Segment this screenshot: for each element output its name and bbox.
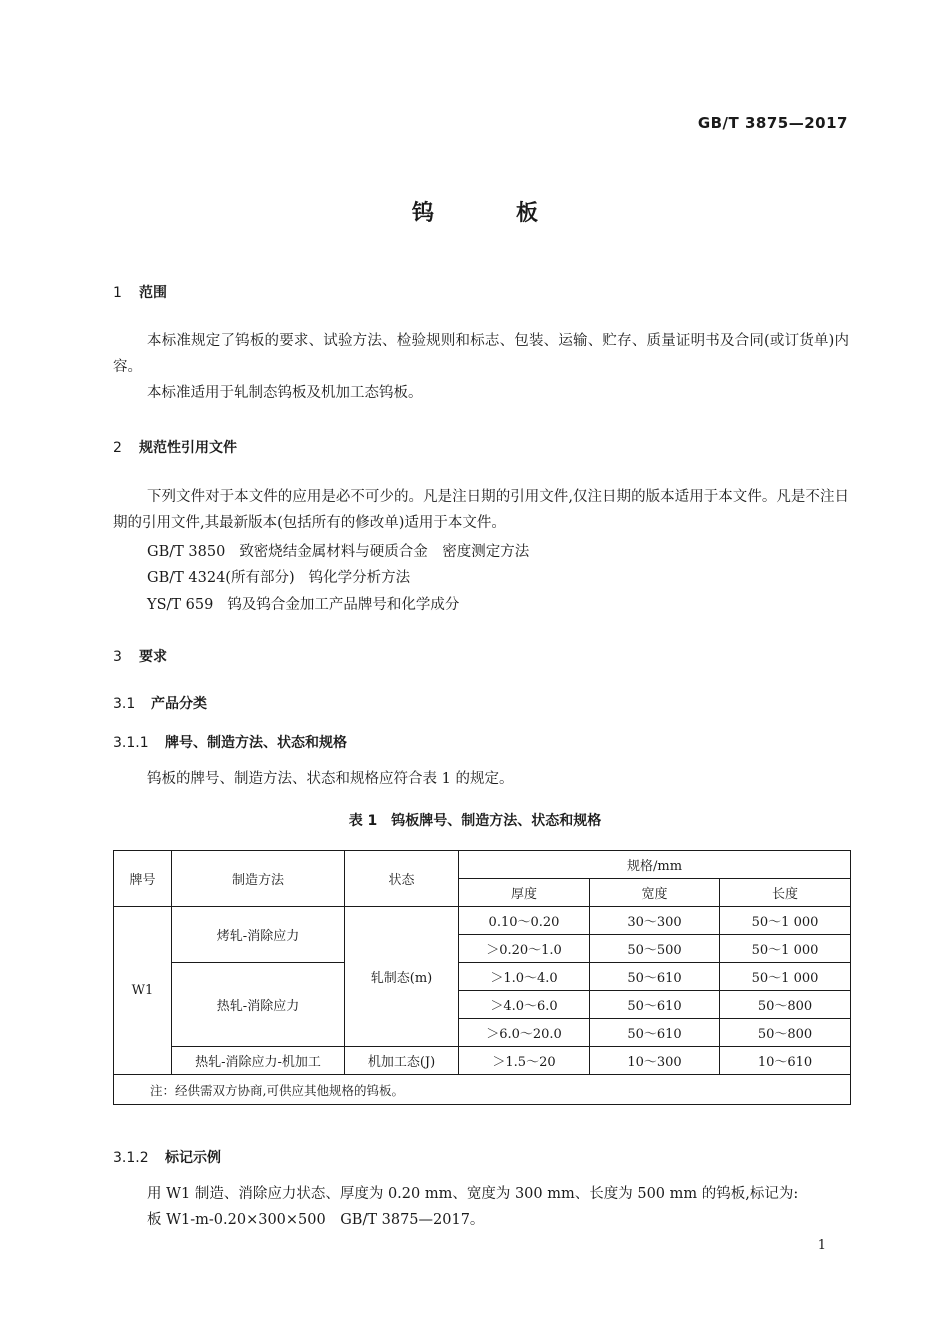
table-header-row [114,851,851,879]
reference-item [147,593,459,614]
width-cell: 50～610 [590,991,720,1019]
width-cell: 50～500 [590,935,720,963]
header-width: 宽度 [590,879,720,907]
document-title: 钨板 [411,201,620,226]
reference-code: GB/T 4324(所有部分) [147,570,295,586]
marking-example-code: 板 W1-m-0.20×300×500 GB/T 3875—2017。 [147,1212,485,1228]
width-cell: 10～300 [590,1047,720,1075]
marking-example-paragraph: 用 W1 制造、消除应力状态、厚度为 0.20 mm、宽度为 300 mm、长度为 500 mm 的钨板,标记为: [147,1186,799,1202]
method-cell: 热轧-消除应力 [172,963,345,1047]
section-1-title: 范围 [139,285,167,301]
table-note: 注：经供需双方协商,可供应其他规格的钨板。 [114,1075,851,1105]
method-cell: 热轧-消除应力-机加工 [172,1047,345,1075]
scope-paragraph-1: 本标准规定了钨板的要求、试验方法、检验规则和标志、包装、运输、贮存、质量证明书及合同(或订货单)内容。 [113,333,849,375]
reference-title: 钨及钨合金加工产品牌号和化学成分 [227,597,460,613]
state-cell: 轧制态(m) [345,907,459,1047]
section-1-heading [113,282,167,302]
length-cell: 50～800 [720,991,851,1019]
table-note-row [114,1075,851,1105]
length-cell: 10～610 [720,1047,851,1075]
section-3-title: 要求 [139,649,167,665]
section-3-1-1-heading [113,732,347,752]
thickness-cell: ＞4.0～6.0 [459,991,590,1019]
section-3-1-title: 产品分类 [151,696,207,712]
section-3-1-1-title: 牌号、制造方法、状态和规格 [165,735,347,751]
section-1-number: 1 [113,285,122,301]
section-3-1-2-heading [113,1147,221,1167]
header-state: 状态 [345,851,459,907]
table-1 [113,850,851,1105]
section-3-1-1-number: 3.1.1 [113,735,149,751]
header-length: 长度 [720,879,851,907]
reference-code: GB/T 3850 [147,544,226,560]
header-grade: 牌号 [114,851,172,907]
grade-cell: W1 [114,907,172,1075]
table-reference-paragraph: 钨板的牌号、制造方法、状态和规格应符合表 1 的规定。 [147,771,514,787]
thickness-cell: ＞0.20～1.0 [459,935,590,963]
table-row [114,963,851,991]
normative-references-intro: 下列文件对于本文件的应用是必不可少的。凡是注日期的引用文件,仅注日期的版本适用于本文件。凡是不注日期的引用文件,其最新版本(包括所有的修改单)适用于本文件。 [113,489,849,531]
section-2-body [113,484,849,536]
section-2-number: 2 [113,440,122,456]
reference-item [147,540,529,561]
section-3-1-2-number: 3.1.2 [113,1150,149,1166]
scope-paragraph-2: 本标准适用于轧制态钨板及机加工态钨板。 [147,385,423,401]
header-spec: 规格/mm [459,851,851,879]
section-3-1-1-body [113,766,849,792]
header-method: 制造方法 [172,851,345,907]
table-row [114,1047,851,1075]
reference-title: 致密烧结金属材料与硬质合金 密度测定方法 [239,544,530,560]
standard-code: GB/T 3875—2017 [697,114,848,132]
header-thickness: 厚度 [459,879,590,907]
reference-item [147,566,410,587]
section-3-number: 3 [113,649,122,665]
page-number: 1 [817,1238,826,1253]
thickness-cell: 0.10～0.20 [459,907,590,935]
reference-title: 钨化学分析方法 [308,570,411,586]
section-2-heading [113,437,237,457]
thickness-cell: ＞1.0～4.0 [459,963,590,991]
section-1-body [113,328,849,406]
length-cell: 50～1 000 [720,907,851,935]
length-cell: 50～1 000 [720,935,851,963]
section-3-1-heading [113,693,207,713]
thickness-cell: ＞1.5～20 [459,1047,590,1075]
state-cell: 机加工态(J) [345,1047,459,1075]
width-cell: 30～300 [590,907,720,935]
table-1-caption: 表 1 钨板牌号、制造方法、状态和规格 [348,813,602,829]
section-3-1-number: 3.1 [113,696,136,712]
width-cell: 50～610 [590,1019,720,1047]
section-3-1-2-title: 标记示例 [165,1150,221,1166]
length-cell: 50～1 000 [720,963,851,991]
reference-code: YS/T 659 [147,597,214,613]
section-3-1-2-body [113,1181,849,1233]
width-cell: 50～610 [590,963,720,991]
table-row [114,907,851,935]
length-cell: 50～800 [720,1019,851,1047]
method-cell: 烤轧-消除应力 [172,907,345,963]
section-2-title: 规范性引用文件 [139,440,237,456]
section-3-heading [113,646,167,666]
thickness-cell: ＞6.0～20.0 [459,1019,590,1047]
